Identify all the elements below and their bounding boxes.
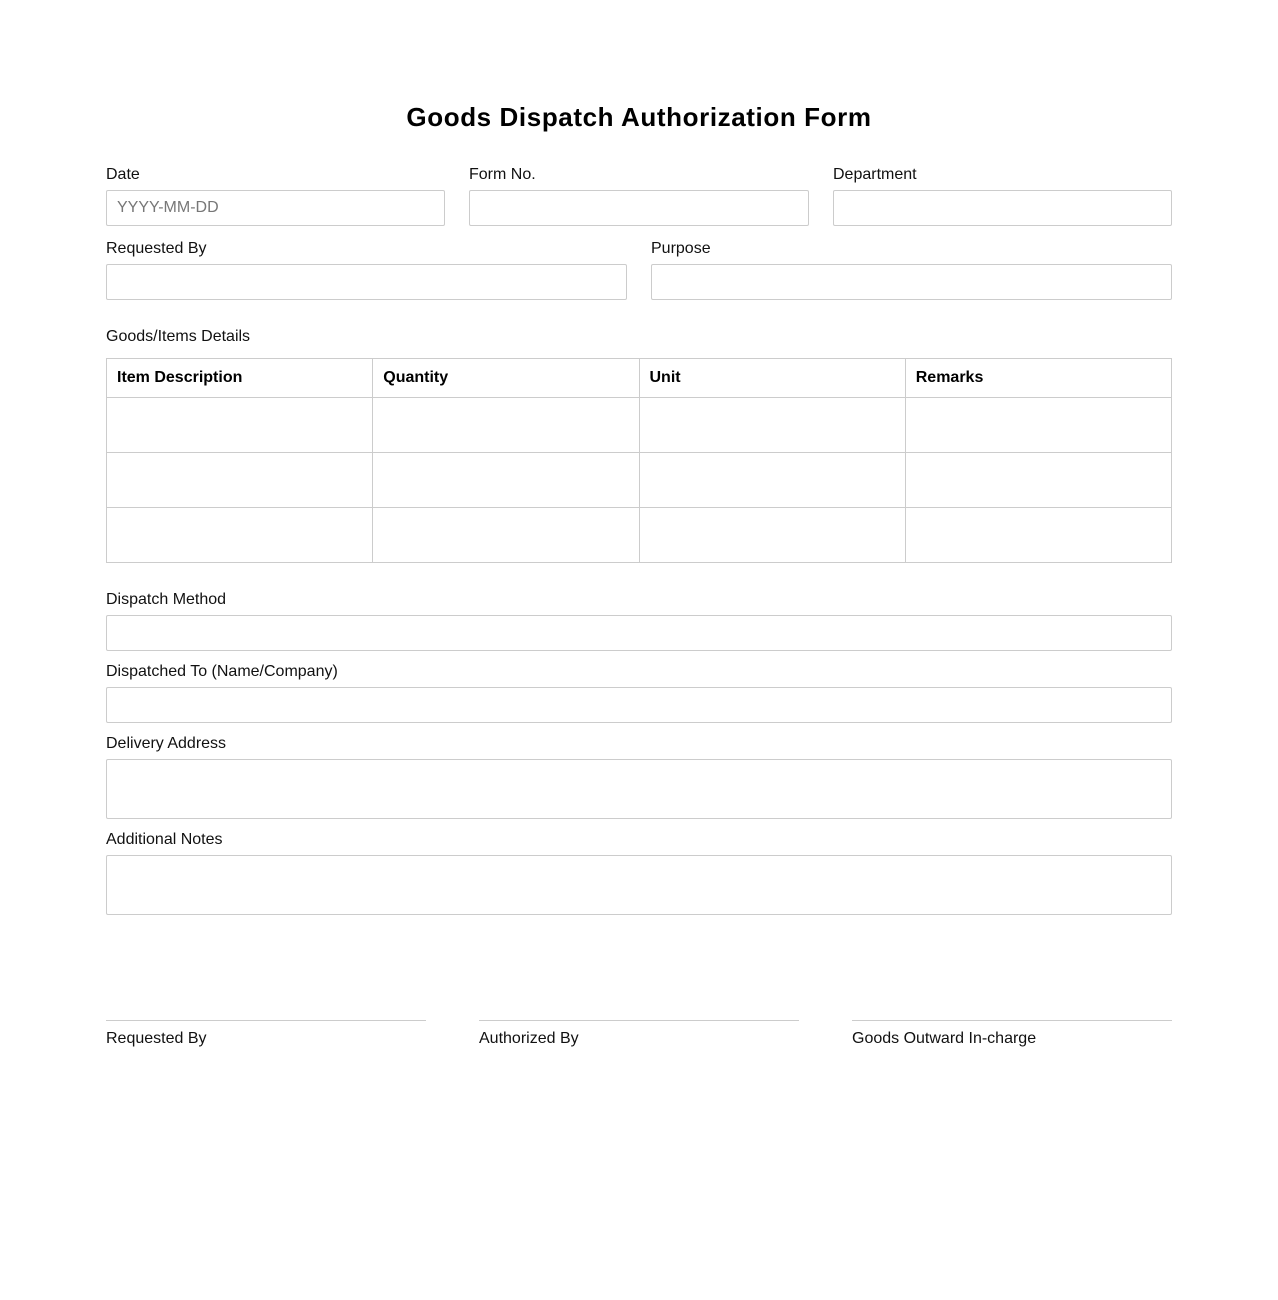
purpose-label: Purpose — [651, 240, 711, 257]
item-description-cell[interactable] — [107, 398, 373, 453]
unit-cell[interactable] — [639, 508, 905, 563]
dispatch-method-label: Dispatch Method — [106, 591, 227, 608]
column-header-item-description: Item Description — [107, 359, 373, 398]
dispatched-to-input[interactable] — [106, 687, 1172, 723]
additional-notes-label: Additional Notes — [106, 831, 223, 848]
department-label: Department — [833, 166, 917, 183]
department-input[interactable] — [833, 190, 1172, 226]
signature-line-requested-by — [106, 1020, 426, 1021]
column-header-remarks: Remarks — [905, 359, 1171, 398]
table-row — [107, 453, 1172, 508]
table-row — [107, 398, 1172, 453]
requested-by-label: Requested By — [106, 240, 207, 257]
purpose-input[interactable] — [651, 264, 1172, 300]
signature-label-requested-by: Requested By — [106, 1030, 207, 1047]
form-no-label: Form No. — [469, 166, 536, 183]
delivery-address-textarea[interactable] — [106, 759, 1172, 819]
items-section-label: Goods/Items Details — [106, 328, 251, 345]
signature-line-goods-outward — [852, 1020, 1172, 1021]
quantity-cell[interactable] — [373, 453, 639, 508]
dispatched-to-label: Dispatched To (Name/Company) — [106, 663, 338, 680]
item-description-cell[interactable] — [107, 508, 373, 563]
column-header-quantity: Quantity — [373, 359, 639, 398]
dispatch-method-input[interactable] — [106, 615, 1172, 651]
signature-line-authorized-by — [479, 1020, 799, 1021]
date-input[interactable] — [106, 190, 445, 226]
remarks-cell[interactable] — [905, 508, 1171, 563]
remarks-cell[interactable] — [905, 398, 1171, 453]
date-label: Date — [106, 166, 140, 183]
item-description-cell[interactable] — [107, 453, 373, 508]
quantity-cell[interactable] — [373, 398, 639, 453]
delivery-address-label: Delivery Address — [106, 735, 227, 752]
remarks-cell[interactable] — [905, 453, 1171, 508]
signature-label-authorized-by: Authorized By — [479, 1030, 579, 1047]
column-header-unit: Unit — [639, 359, 905, 398]
signature-label-goods-outward: Goods Outward In-charge — [852, 1030, 1037, 1047]
table-row — [107, 508, 1172, 563]
table-header-row — [107, 359, 1172, 398]
form-title: Goods Dispatch Authorization Form — [406, 102, 872, 132]
quantity-cell[interactable] — [373, 508, 639, 563]
form-no-input[interactable] — [469, 190, 809, 226]
items-table — [106, 358, 1172, 563]
unit-cell[interactable] — [639, 398, 905, 453]
unit-cell[interactable] — [639, 453, 905, 508]
requested-by-input[interactable] — [106, 264, 627, 300]
additional-notes-textarea[interactable] — [106, 855, 1172, 915]
